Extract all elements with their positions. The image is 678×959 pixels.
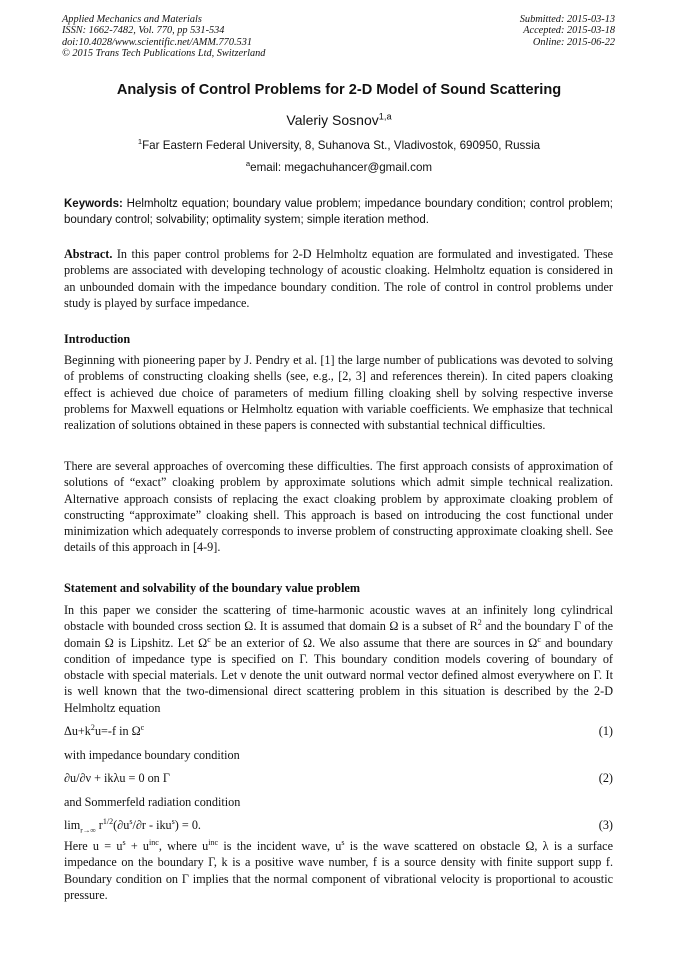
statement-p1-sup-b: c (207, 634, 211, 644)
keywords-label: Keywords: (64, 198, 123, 210)
header-right (520, 14, 615, 48)
statement-p2-text-a: Here u = u (64, 839, 123, 853)
keywords (64, 196, 613, 228)
header-issn: ISSN: 1662-7482, Vol. 770, pp 531-534 (62, 25, 225, 37)
header-doi: doi:10.4028/www.scientific.net/AMM.770.531 (62, 36, 252, 48)
eq1-part-a: Δu+k (64, 724, 91, 738)
equation-2 (64, 771, 613, 786)
email-sup: a (245, 159, 251, 169)
header-copyright: © 2015 Trans Tech Publications Ltd, Switzerland (62, 48, 266, 60)
affiliation (0, 139, 678, 152)
statement-p2-sup-b: inc (149, 837, 159, 847)
eq1-sup-2: c (140, 722, 145, 732)
eq3-part-a: r (95, 818, 103, 832)
with-sommerfeld-text: and Sommerfeld radiation condition (64, 795, 241, 809)
affiliation-text: Far Eastern Federal University, 8, Suhanova St., Vladivostok, 690950, Russia (142, 139, 541, 152)
keywords-text: Helmholtz equation; boundary value problem; impedance boundary condition; control problem; boundary control; solvability; optimality system; simple iteration method. (64, 198, 613, 226)
header-left (62, 14, 265, 60)
statement-p2-text-d: is the incident wave, u (218, 839, 342, 853)
eq3-lim: lim (64, 818, 81, 832)
paper-title: Analysis of Control Problems for 2-D Model of Sound Scattering (116, 82, 562, 98)
intro-paragraph-1: Beginning with pioneering paper by J. Pendry et al. [1] the large number of publications was devoted to solving of problems of constructing cloaking shells (see, e.g., [2, 3] and references therein). In cited papers cloaking effect is achieved due choice of parameters of medium filling cloaking shell by solving respective inverse problems for Maxwell equations or Helmholtz equation with variable coefficients. We emphasize that technical realization of solutions obtained in these papers is connected with substantial technical difficulties. (64, 353, 613, 433)
author-sup: 1,a (378, 111, 392, 122)
eq3-sup-1: 1/2 (102, 816, 114, 826)
email-text: email: megachuhancer@gmail.com (250, 161, 433, 174)
statement-paragraph-2 (64, 838, 613, 903)
statement-p1-text-c: be an exterior of Ω. We also assume that there are sources in Ω (210, 635, 538, 650)
abstract (64, 246, 613, 311)
eq3-sup-2: s (129, 816, 133, 826)
statement-p2-text-e: is the wave scattered on obstacle Ω, λ is a surface impedance on the boundary Γ, k is a positive wave number, f is a source density with finite support supp f. Boundary condition on Γ implies that the normal component of vibrational velocity is proportional to acoustic pressure. (64, 839, 613, 902)
statement-p2-text-b: + u (125, 839, 150, 853)
eq3-part-d: ) = 0. (174, 818, 201, 832)
eq1-sup-1: 2 (90, 722, 95, 732)
equation-number-1: (1) (598, 724, 613, 738)
eq3-part-c: /∂r - iku (132, 818, 172, 832)
eq1-part-b: u=-f in Ω (94, 724, 141, 738)
statement-paragraph-1 (64, 602, 613, 716)
with-impedance-text: with impedance boundary condition (64, 748, 240, 762)
statement-p2-sup-d: s (341, 837, 345, 847)
statement-p1-text-b: and the boundary Γ of the domain Ω is Lipshitz. Let Ω (64, 619, 613, 650)
author-name: Valeriy Sosnov (286, 112, 379, 128)
header-online: Online: 2015-06-22 (532, 36, 615, 48)
header-accepted: Accepted: 2015-03-18 (523, 25, 615, 37)
statement-p2-sup-a: s (122, 837, 126, 847)
statement-p1-sup-a: 2 (477, 618, 482, 628)
eq3-part-b: (∂u (113, 818, 130, 832)
statement-p2-sup-c: inc (208, 837, 219, 847)
eq2-text: ∂u/∂ν + ikλu = 0 on Γ (64, 771, 170, 785)
statement-p2-text-c: , where u (158, 839, 209, 853)
abstract-label: Abstract. (64, 247, 113, 261)
header-submitted: Submitted: 2015-03-13 (519, 14, 615, 25)
equation-3 (64, 818, 613, 834)
eq3-sup-3: s (171, 816, 175, 826)
author-line (0, 112, 678, 128)
equation-1 (64, 724, 613, 739)
equation-number-2: (2) (598, 771, 613, 785)
statement-p1-text-d: and boundary condition of impedance type is specified on Γ. This boundary condition models covering of boundary of obstacle with special materials. Let ν denote the unit outward normal vector defined almost everywhere on Γ. It is well known that the two-dimensional direct scattering problem in this situation is described by the 2-D Helmholtz equation (64, 635, 613, 715)
intro-paragraph-2: There are several approaches of overcoming these difficulties. The first approach consists of approximation of solutions of “exact” cloaking problem by approximate solutions which admit simple technical realization. Alternative approach consists of replacing the exact cloaking problem by approximate cloaking problem of constructing “approximate” cloaking shell. This approach is based on introducing the cost functional under minimization which adequately corresponds to inverse problem of constructing approximate cloaking shell. See details of this approach in [4-9]. (64, 459, 613, 555)
abstract-text: In this paper control problems for 2-D Helmholtz equation are formulated and investigated. These problems are associated with developing technology of acoustic cloaking. Helmholtz equation is considered in an unbounded domain with the impedance boundary condition. The role of control in control problems under study is played by surface impedance. (64, 247, 613, 310)
email-line (0, 161, 678, 174)
header-journal: Applied Mechanics and Materials (62, 14, 202, 25)
section-heading-statement: Statement and solvability of the boundary value problem (64, 581, 361, 595)
affiliation-sup: 1 (137, 137, 143, 147)
statement-p1-sup-c: c (537, 634, 541, 644)
eq3-sub: r→∞ (80, 825, 96, 835)
statement-p1-text-a: In this paper we consider the scattering of time-harmonic acoustic waves at an infinitely long cylindrical obstacle with bounded cross section Ω. It is assumed that domain Ω is a subset of R (64, 603, 613, 634)
section-heading-introduction: Introduction (64, 332, 131, 346)
equation-number-3: (3) (598, 818, 613, 832)
